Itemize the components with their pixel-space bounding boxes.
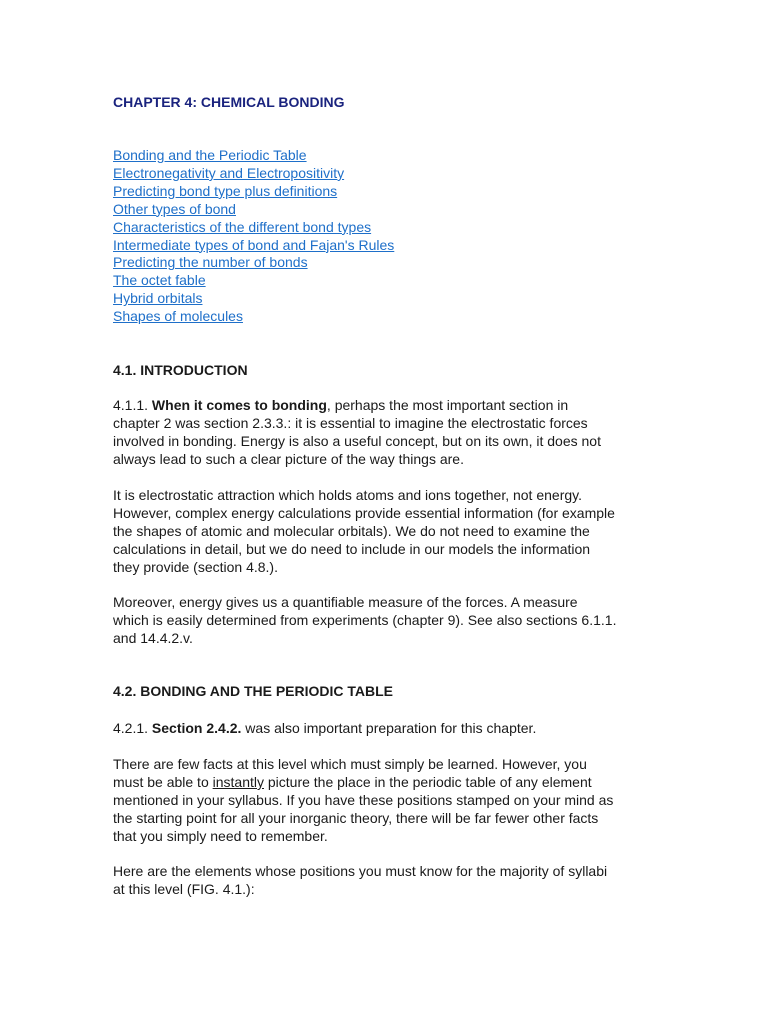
- paragraph-line: involved in bonding. Energy is also a useful concept, but on its own, it does not: [113, 433, 601, 449]
- paragraph-moreover: [113, 593, 673, 647]
- section-heading-introduction: 4.1. INTRODUCTION: [113, 362, 248, 378]
- paragraph-text: must be able to: [113, 774, 213, 790]
- bold-lead: When it comes to bonding: [151, 397, 327, 413]
- paragraph-few-facts: [113, 755, 673, 845]
- table-of-contents: [113, 147, 394, 326]
- toc-link-hybrid-orbitals[interactable]: Hybrid orbitals: [113, 290, 203, 307]
- toc-item: [113, 219, 394, 237]
- paragraph-line: the shapes of atomic and molecular orbitals). We do not need to examine the: [113, 523, 590, 539]
- paragraph-electrostatic: [113, 486, 673, 576]
- toc-link-intermediate-types[interactable]: Intermediate types of bond and Fajan's Rules: [113, 236, 395, 253]
- toc-item: [113, 290, 394, 308]
- paragraph-line: at this level (FIG. 4.1.):: [113, 881, 255, 897]
- paragraph-line: always lead to such a clear picture of the way things are.: [113, 451, 464, 467]
- paragraph-line: calculations in detail, but we do need to include in our models the information: [113, 541, 591, 557]
- paragraph-line: and 14.4.2.v.: [113, 630, 193, 646]
- toc-link-predicting-bond-type[interactable]: Predicting bond type plus definitions: [113, 182, 338, 199]
- toc-item: [113, 165, 394, 183]
- paragraph-text: , perhaps the most important section in: [326, 397, 569, 413]
- paragraph-line: which is easily determined from experiments (chapter 9). See also sections 6.1.1.: [113, 612, 617, 628]
- paragraph-line: Here are the elements whose positions you must know for the majority of syllabi: [113, 863, 608, 879]
- underlined-word: instantly: [212, 774, 264, 790]
- toc-item: [113, 147, 394, 165]
- toc-link-shapes-molecules[interactable]: Shapes of molecules: [113, 308, 243, 325]
- paragraph-line: that you simply need to remember.: [113, 828, 328, 844]
- toc-link-predicting-number[interactable]: Predicting the number of bonds: [113, 254, 308, 271]
- paragraph-4-2-1: [113, 719, 673, 737]
- paragraph-line: they provide (section 4.8.).: [113, 559, 278, 575]
- toc-link-characteristics[interactable]: Characteristics of the different bond types: [113, 218, 372, 235]
- paragraph-4-1-1: [113, 396, 673, 468]
- toc-link-octet-fable[interactable]: The octet fable: [113, 272, 206, 289]
- paragraph-line: [113, 719, 673, 737]
- toc-item: [113, 183, 394, 201]
- toc-item: [113, 201, 394, 219]
- paragraph-text: was also important preparation for this chapter.: [241, 720, 537, 736]
- toc-item: [113, 308, 394, 326]
- paragraph-line: It is electrostatic attraction which holds atoms and ions together, not energy.: [113, 487, 582, 503]
- paragraph-line: the starting point for all your inorganic theory, there will be far fewer other facts: [113, 810, 599, 826]
- toc-link-electronegativity[interactable]: Electronegativity and Electropositivity: [113, 164, 345, 181]
- toc-item: [113, 237, 394, 255]
- paragraph-line: There are few facts at this level which must simply be learned. However, you: [113, 756, 587, 772]
- paragraph-line: [113, 773, 673, 791]
- section-heading-bonding-periodic-table: 4.2. BONDING AND THE PERIODIC TABLE: [113, 683, 394, 699]
- paragraph-line: [113, 396, 673, 414]
- paragraph-line: However, complex energy calculations provide essential information (for example: [113, 505, 615, 521]
- toc-item: [113, 272, 394, 290]
- chapter-title: CHAPTER 4: CHEMICAL BONDING: [113, 94, 345, 110]
- paragraph-number: 4.1.1.: [113, 397, 152, 413]
- paragraph-line: mentioned in your syllabus. If you have these positions stamped on your mind as: [113, 792, 614, 808]
- paragraph-text: picture the place in the periodic table of any element: [263, 774, 592, 790]
- toc-item: [113, 254, 394, 272]
- toc-link-bonding-periodic-table[interactable]: Bonding and the Periodic Table: [113, 147, 307, 163]
- paragraph-elements-positions: [113, 862, 673, 898]
- bold-lead: Section 2.4.2.: [151, 720, 242, 736]
- paragraph-line: Moreover, energy gives us a quantifiable measure of the forces. A measure: [113, 594, 578, 610]
- toc-link-other-types[interactable]: Other types of bond: [113, 200, 236, 217]
- paragraph-line: chapter 2 was section 2.3.3.: it is essential to imagine the electrostatic forces: [113, 415, 588, 431]
- paragraph-number: 4.2.1.: [113, 720, 152, 736]
